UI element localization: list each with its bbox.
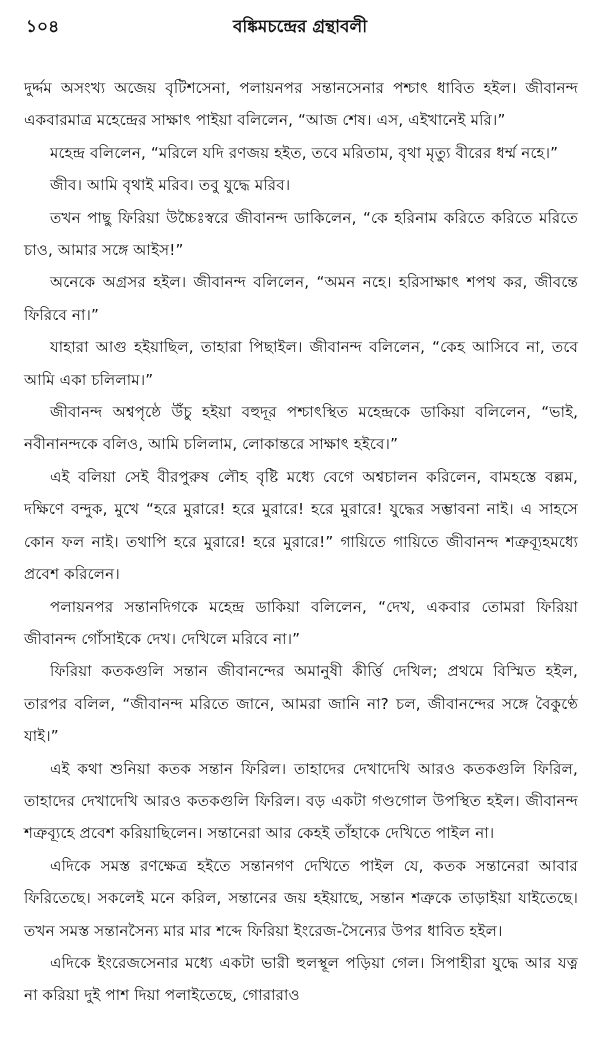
page-body — [24, 72, 578, 1012]
paragraph: এই কথা শুনিয়া কতক সন্তান ফিরিল। তাহাদের দেখাদেখি আরও কতকগুলি ফিরিল, তাহাদের দেখাদেখি আরও কতকগুলি ফিরিল। বড় একটা গণ্ডগোল উপস্থিত হইল। জীবানন্দ শত্রুব্যূহে প্রবেশ করিয়াছিলেন। সন্তানেরা আর কেহই তাঁহাকে দেখিতে পাইল না। — [24, 759, 578, 843]
paragraph: দুর্দ্দম অসংখ্য অজেয় বৃটিশসেনা, পলায়নপর সন্তানসেনার পশ্চাৎ ধাবিত হইল। জীবানন্দ একবারমাত্র মহেন্দ্রের সাক্ষাৎ পাইয়া বলিলেন, “আজ শেষ। এস, এইখানেই মরি।” — [24, 79, 578, 130]
paragraph: অনেকে অগ্রসর হইল। জীবানন্দ বলিলেন, “অমন নহে। হরিসাক্ষাৎ শপথ কর, জীবন্তে ফিরিবে না।” — [24, 273, 578, 324]
paragraph: এই বলিয়া সেই বীরপুরুষ লৌহ বৃষ্টি মধ্যে বেগে অশ্বচালন করিলেন, বামহস্তে বল্লম, দক্ষিণে বন্দুক, মুখে “হরে মুরারে! হরে মুরারে! হরে মুরারে! যুদ্ধের সম্ভাবনা নাই। এ সাহসে কোন ফল নাই। তথাপি হরে মুরারে! হরে মুরারে!” গায়িতে গায়িতে জীবানন্দ শত্রুব্যূহমধ্যে প্রবেশ করিলেন। — [24, 467, 578, 584]
paragraph: জীবানন্দ অশ্বপৃষ্ঠে উঁচু হইয়া বহুদূর পশ্চাৎস্থিত মহেন্দ্রকে ডাকিয়া বলিলেন, “ভাই, নবীনানন্দকে বলিও, আমি চলিলাম, লোকান্তরে সাক্ষাৎ হইবে।” — [24, 403, 578, 454]
page-number: ১০৪ — [26, 17, 60, 37]
paragraph: এদিকে সমস্ত রণক্ষেত্র হইতে সন্তানগণ দেখিতে পাইল যে, কতক সন্তানেরা আবার ফিরিতেছে। সকলেই মনে করিল, সন্তানের জয় হইয়াছে, সন্তান শত্রুকে তাড়াইয়া যাইতেছে। তখন সমস্ত সন্তানসৈন্য মার মার শব্দে ফিরিয়া ইংরেজ-সৈন্যের উপর ধাবিত হইল। — [24, 856, 578, 940]
paragraph: মহেন্দ্র বলিলেন, “মরিলে যদি রণজয় হইত, তবে মরিতাম, বৃথা মৃত্যু বীরের ধর্ম্ম নহে।” — [50, 143, 559, 162]
paragraph: পলায়নপর সন্তানদিগকে মহেন্দ্র ডাকিয়া বলিলেন, “দেখ, একবার তোমরা ফিরিয়া জীবানন্দ গোঁসাইকে দেখ। দেখিলে মরিবে না।” — [24, 597, 578, 648]
paragraph: তখন পাছু ফিরিয়া উচ্চৈঃস্বরে জীবানন্দ ডাকিলেন, “কে হরিনাম করিতে করিতে মরিতে চাও, আমার সঙ্গে আইস!” — [24, 208, 578, 260]
running-title: বঙ্কিমচন্দ্রের গ্রন্থাবলী — [232, 17, 368, 37]
page-header — [24, 10, 576, 54]
paragraph: ফিরিয়া কতকগুলি সন্তান জীবানন্দের অমানুষী কীর্ত্তি দেখিল; প্রথমে বিস্মিত হইল, তারপর বলিল, “জীবানন্দ মরিতে জানে, আমরা জানি না? চল, জীবানন্দের সঙ্গে বৈকুণ্ঠে যাই।” — [24, 662, 578, 746]
paragraph: জীব। আমি বৃথাই মরিব। তবু যুদ্ধে মরিব। — [50, 176, 291, 195]
paragraph: এদিকে ইংরেজসেনার মধ্যে একটা ভারী হুলস্থূল পড়িয়া গেল। সিপাহীরা যুদ্ধে আর যত্ন না করিয়া দুই পাশ দিয়া পলাইতেছে, গোরারাও — [24, 953, 578, 1005]
paragraph: যাহারা আগু হইয়াছিল, তাহারা পিছাইল। জীবানন্দ বলিলেন, “কেহ আসিবে না, তবে আমি একা চলিলাম।” — [24, 338, 578, 389]
